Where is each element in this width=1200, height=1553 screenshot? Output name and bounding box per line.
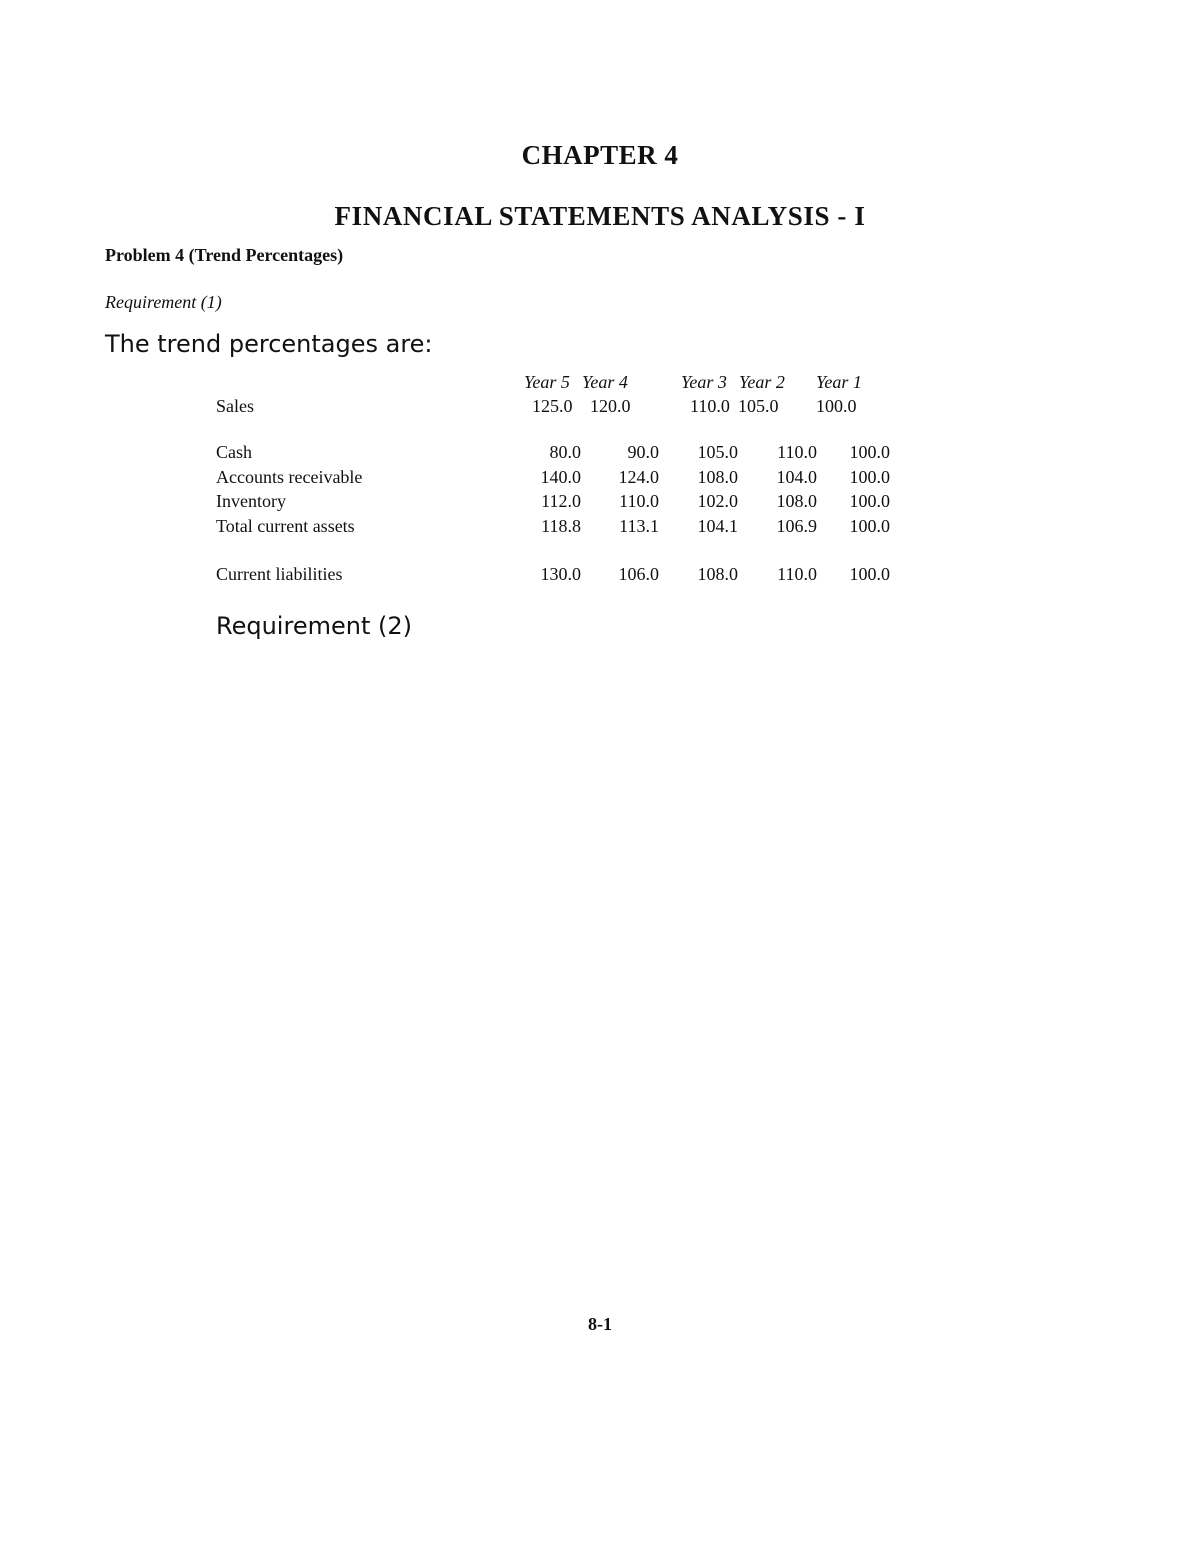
row-label: Accounts receivable (216, 467, 363, 487)
column-header: Year 5 (524, 372, 570, 392)
table-cell: 108.0 (776, 491, 817, 511)
chapter-title: CHAPTER 4 (521, 140, 679, 170)
table-row (216, 442, 916, 466)
table-cell: 110.0 (619, 491, 659, 511)
table-cell: 120.0 (590, 396, 631, 416)
table-cell: 100.0 (849, 442, 890, 462)
requirement-2-heading: Requirement (2) (216, 612, 412, 640)
table-cell: 90.0 (627, 442, 659, 462)
table-cell: 100.0 (816, 396, 857, 416)
intro-text: The trend percentages are: (105, 330, 433, 358)
table-cell: 112.0 (541, 491, 581, 511)
table-header-row (216, 372, 916, 396)
table-cell: 110.0 (690, 396, 730, 416)
column-header: Year 4 (582, 372, 628, 392)
table-cell: 105.0 (738, 396, 779, 416)
requirement-1-heading: Requirement (1) (105, 292, 222, 312)
table-cell: 108.0 (697, 564, 738, 584)
table-cell: 102.0 (697, 491, 738, 511)
column-header: Year 2 (739, 372, 785, 392)
table-row (216, 491, 916, 515)
table-cell: 104.0 (776, 467, 817, 487)
table-cell: 125.0 (532, 396, 573, 416)
table-cell: 108.0 (697, 467, 738, 487)
row-label: Inventory (216, 491, 286, 511)
table-cell: 106.0 (618, 564, 659, 584)
table-row-current-liabilities (216, 564, 916, 588)
table-cell: 110.0 (777, 442, 817, 462)
table-cell: 118.8 (541, 516, 581, 536)
table-row (216, 467, 916, 491)
table-cell: 100.0 (849, 491, 890, 511)
page-number: 8-1 (588, 1314, 612, 1334)
column-header: Year 3 (681, 372, 727, 392)
chapter-subtitle: FINANCIAL STATEMENTS ANALYSIS - I (334, 201, 866, 231)
table-cell: 110.0 (777, 564, 817, 584)
problem-heading: Problem 4 (Trend Percentages) (105, 245, 344, 265)
row-label: Current liabilities (216, 564, 343, 584)
table-cell: 80.0 (549, 442, 581, 462)
table-cell: 140.0 (540, 467, 581, 487)
row-label: Cash (216, 442, 252, 462)
table-cell: 113.1 (619, 516, 659, 536)
column-header: Year 1 (816, 372, 862, 392)
row-label: Total current assets (216, 516, 355, 536)
row-label: Sales (216, 396, 254, 416)
table-cell: 124.0 (618, 467, 659, 487)
table-row-sales (216, 396, 916, 420)
table-cell: 100.0 (849, 564, 890, 584)
table-cell: 100.0 (849, 516, 890, 536)
table-cell: 106.9 (776, 516, 817, 536)
table-row (216, 516, 916, 540)
table-cell: 105.0 (697, 442, 738, 462)
table-cell: 100.0 (849, 467, 890, 487)
table-cell: 104.1 (697, 516, 738, 536)
table-cell: 130.0 (540, 564, 581, 584)
